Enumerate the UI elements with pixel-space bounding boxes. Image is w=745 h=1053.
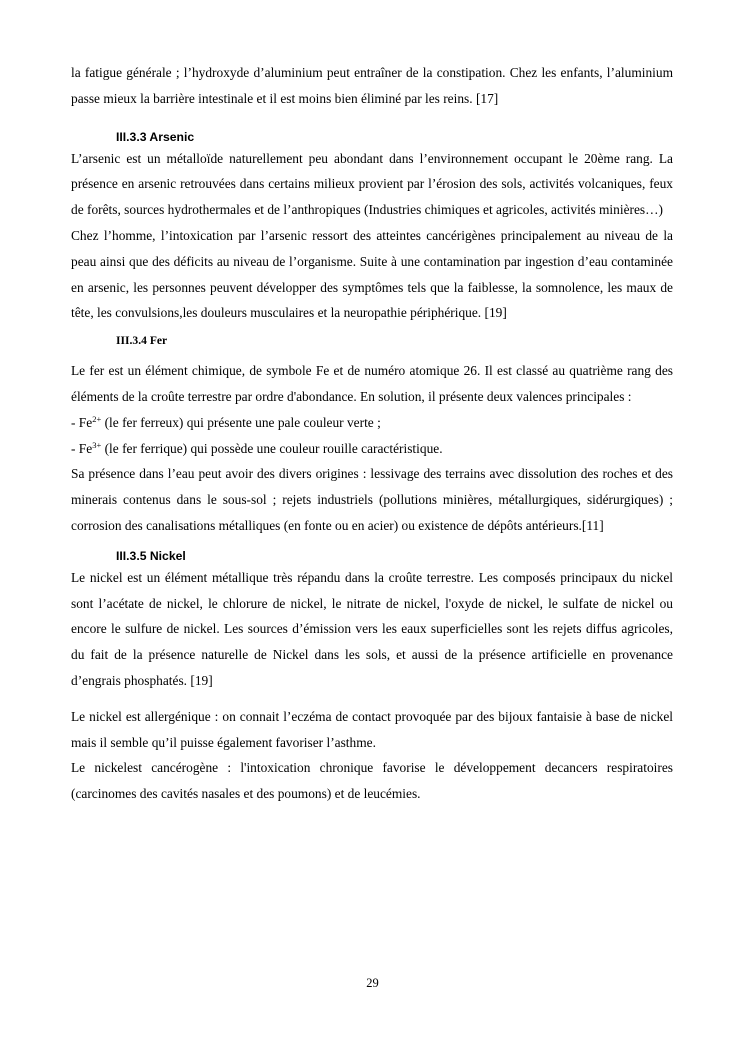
fer-ion-ferric (71, 436, 673, 462)
fer-ion-ferrous (71, 410, 673, 436)
fer-ion-ferric-prefix: - Fe (71, 440, 93, 456)
page-number: 29 (366, 976, 379, 990)
fer-paragraph-1: Le fer est un élément chimique, de symbole Fe et de numéro atomique 26. Il est classé au quatrième rang des éléments de la croûte terrestre par ordre d'abondance. En solution, il présente deux valences principales : (71, 363, 673, 404)
document-page (71, 60, 673, 807)
fer-paragraph-2: Sa présence dans l’eau peut avoir des divers origines : lessivage des terrains avec dissolution des roches et des minerais contenus dans le sous-sol ; rejets industriels (pollutions minières, métallurgiques, sidérurgiques) ; corrosion des canalisations métalliques (en fonte ou en acier) ou existence de dépôts antérieurs.[11] (71, 466, 673, 533)
nickel-paragraph-3: Le nickelest cancérogène : l'intoxication chronique favorise le développement decancers respiratoires (carcinomes des cavités nasales et des poumons) et de leucémies. (71, 760, 673, 802)
fer-ion-ferrous-prefix: - Fe (71, 414, 93, 430)
nickel-paragraph-1: Le nickel est un élément métallique très répandu dans la croûte terrestre. Les composés principaux du nickel sont l’acétate de nickel, le chlorure de nickel, le nitrate de nickel, l'oxyde de nickel, le sulfate de nickel ou encore le sulfure de nickel. Les sources d’émission vers les eaux superficielles sont les rejets diffus agricoles, du fait de la présence naturelle de Nickel dans les sols, et aussi de la présence artificielle en provenance d’engrais phosphatés. [19] (71, 569, 673, 688)
fer-ion-ferrous-text: (le fer ferreux) qui présente une pale couleur verte ; (101, 414, 381, 430)
intro-paragraph: la fatigue générale ; l’hydroxyde d’aluminium peut entraîner de la constipation. Chez les enfants, l’aluminium passe mieux la barrière intestinale et il est moins bien éliminé par les reins. [17] (71, 65, 673, 106)
section-heading-arsenic: III.3.3 Arsenic (116, 129, 195, 144)
section-heading-fer: III.3.4 Fer (116, 334, 168, 348)
nickel-paragraph-2: Le nickel est allergénique : on connait l’eczéma de contact provoquée par des bijoux fantaisie à base de nickel mais il semble qu’il puisse également favoriser l’asthme. (71, 708, 673, 750)
section-heading-nickel: III.3.5 Nickel (116, 548, 186, 563)
arsenic-paragraph-1: L’arsenic est un métalloïde naturellement peu abondant dans l’environnement occupant le 20ème rang. La présence en arsenic retrouvées dans certains milieux provient par l’érosion des sols, activités volcaniques, feux de forêts, sources hydrothermales et de l’anthropiques (Industries chimiques et agricoles, activités minières…) (71, 150, 673, 218)
fer-ion-ferric-text: (le fer ferrique) qui possède une couleur rouille caractéristique. (101, 440, 443, 456)
fer-ion-ferrous-charge: 2+ (92, 413, 102, 424)
fer-ion-ferric-charge: 3+ (92, 439, 102, 450)
arsenic-paragraph-2: Chez l’homme, l’intoxication par l’arsenic ressort des atteintes cancérigènes principalement au niveau de la peau ainsi que des déficits au niveau de l’organisme. Suite à une contamination par ingestion d’eau contaminée en arsenic, les personnes peuvent développer des symptômes tels que la faiblesse, la somnolence, les maux de tête, les convulsions,les douleurs musculaires et la neuropathie périphérique. [19] (71, 227, 673, 321)
